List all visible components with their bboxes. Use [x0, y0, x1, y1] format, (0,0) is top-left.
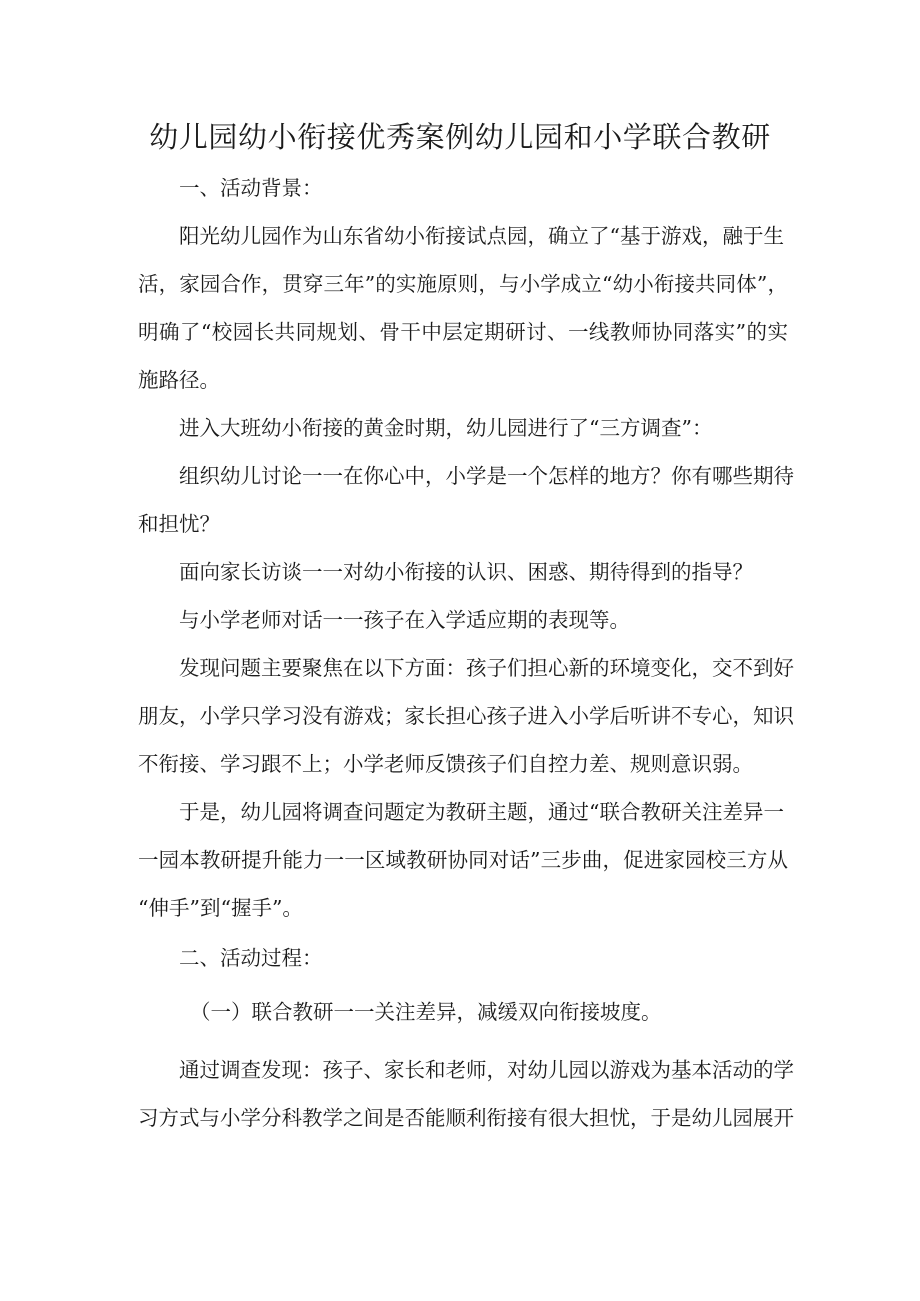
paragraph-line: 发现问题主要聚焦在以下方面：孩子们担心新的环境变化，交不到好	[179, 656, 794, 680]
paragraph-line: 阳光幼儿园作为山东省幼小衔接试点园，确立了“基于游戏，融于生	[179, 224, 784, 248]
paragraph-line: 组织幼儿讨论一一在你心中，小学是一个怎样的地方？你有哪些期待	[179, 464, 794, 488]
section-heading-process: 二、活动过程：	[179, 946, 323, 970]
paragraph-line: “伸手”到“握手”。	[138, 896, 303, 920]
paragraph-line: 活，家园合作，贯穿三年”的实施原则，与小学成立“幼小衔接共同体”，	[138, 272, 788, 296]
paragraph-line: 进入大班幼小衔接的黄金时期，幼儿园进行了“三方调查”：	[179, 416, 713, 440]
paragraph-line: 施路径。	[138, 368, 220, 392]
paragraph-line: 不衔接、学习跟不上；小学老师反馈孩子们自控力差、规则意识弱。	[138, 752, 753, 776]
paragraph-line: 于是，幼儿园将调查问题定为教研主题，通过“联合教研关注差异一	[179, 800, 784, 824]
section-heading-background: 一、活动背景：	[179, 176, 323, 200]
paragraph-line: 朋友，小学只学习没有游戏；家长担心孩子进入小学后听讲不专心，知识	[138, 704, 794, 728]
document-title: 幼儿园幼小衔接优秀案例幼儿园和小学联合教研	[149, 120, 771, 154]
paragraph-line: 面向家长访谈一一对幼小衔接的认识、困惑、期待得到的指导？	[179, 560, 753, 584]
paragraph-line: 与小学老师对话一一孩子在入学适应期的表现等。	[179, 608, 630, 632]
paragraph-line: 和担忧？	[138, 512, 220, 536]
paragraph-line: 习方式与小学分科教学之间是否能顺利衔接有很大担忧，于是幼儿园展开	[138, 1106, 794, 1130]
subsection-heading: （一）联合教研一一关注差异，减缓双向衔接坡度。	[190, 1000, 662, 1024]
paragraph-line: 一园本教研提升能力一一区域教研协同对话”三步曲，促进家园校三方从	[138, 848, 788, 872]
paragraph-line: 通过调查发现：孩子、家长和老师，对幼儿园以游戏为基本活动的学	[179, 1058, 794, 1082]
paragraph-line: 明确了“校园长共同规划、骨干中层定期研讨、一线教师协同落实”的实	[138, 320, 788, 344]
